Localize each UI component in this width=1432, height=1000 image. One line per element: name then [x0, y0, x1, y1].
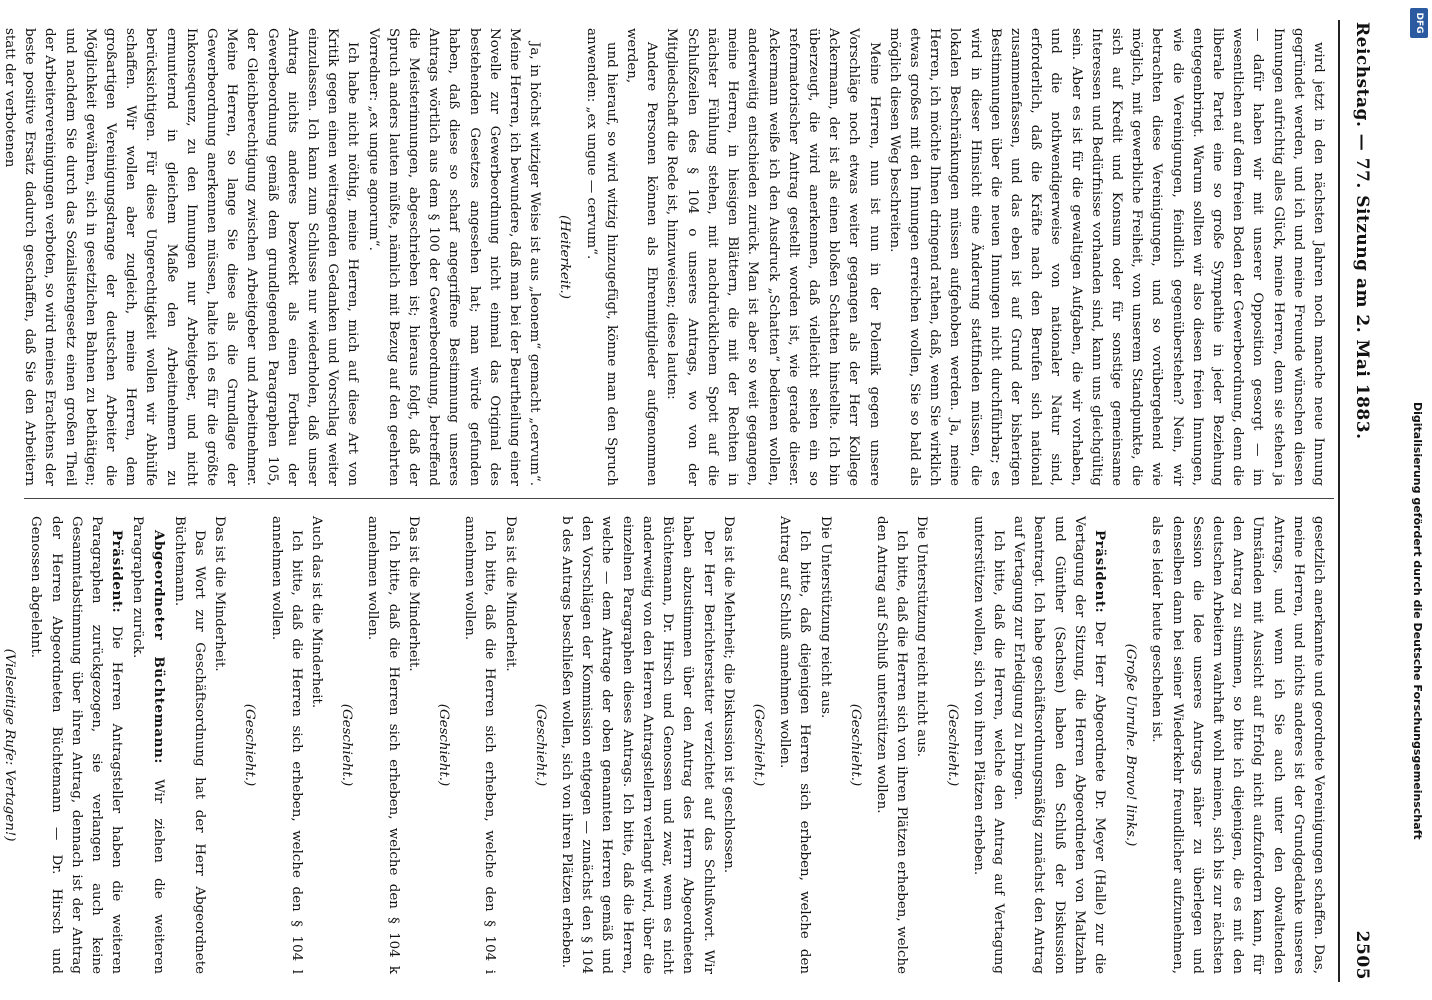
speaker-paragraph [1008, 516, 1110, 974]
speaker-paragraph [25, 516, 127, 974]
interjection: (Geschieht.) [436, 703, 452, 787]
header-title: Reichstag. — 77. Sitzung am 2. Mai 1883. [1352, 22, 1372, 440]
digitization-credit-strip [1404, 0, 1432, 1000]
page-header [1342, 22, 1372, 980]
paragraph: Ich bitte, daß die Herren sich erheben, welche den § 104 i annehmen wollen. [462, 516, 498, 974]
dfg-logo: DFG [1410, 8, 1428, 38]
paragraph: Das ist die Minderheit. [212, 516, 228, 672]
paragraph: gesetzlich anerkannte und geordnete Vereinigungen schaffen. Das, meine Herren, und nichts anderes ist der Grundgedanke unseres Antrags, und wenn ich Sie auch unter den obwaltenden Umständen mit Aussicht auf Erfolg nicht aufzufordern kann, für den Antrag zu stimmen, so bitte ich diejenigen, die es mit den deutschen Arbeitern wahrhaft wohl meinen, sich bis zur nächsten Session die Idee unseres Antrags näher zu überlegen und denselben dann bei seiner Wiederkehr freundlicher aufzunehmen, als es leider heute geschehen ist. [1149, 516, 1326, 974]
paragraph: Das ist die Mehrheit; die Diskussion ist geschlossen. [720, 516, 736, 874]
speaker-name: Präsident: [1091, 530, 1108, 614]
paragraph: Die Unterstützung reicht nicht aus. [914, 516, 930, 757]
page-number: 2505 [1352, 930, 1372, 980]
paragraph: Ich habe nicht nöthig, meine Herren, mich auf diese Art von Kritik gegen einen weitragenden Gedanken und Vorschlag weiter einzulassen. Ich kann zum Schlusse nur wiederholen, daß unser Antrag nichts anderes bezweckt als einen Fortbau der Gewerbeordnung gemäß dem grundlegenden Paragraphen 105, der Gleichberechtigung zwischen Arbeitgeber und Arbeitnehmer. Meine Herren, so lange Sie diese als die Grundlage der Gewerbeordnung anerkennen müssen, halte ich es für die größte Inkonsequenz, zu den Innungen nur Arbeitgeber, und nicht ermunternd in gleichem Maße den Arbeitnehmern zu berücksichtigen. Für diese Ungerechtigkeit wollen wir Abhülfe schaffen. Wir wollen aber zugleich, meine Herren, dem großartigen Vereinigungsdrange der deutschen Arbeiter die Möglichkeit gewähren, sich in gesetzlichen Bahnen zu bethätigen; und nachdem Sie durch das Sozialistengesetz einen großen Theil der Arbeitervereinigungen verboten, so wird meines Erachtens der beste positive Ersatz dadurch geschaffen, daß Sie den Arbeitern statt der verbotenen [2, 28, 361, 486]
paragraph: Ich bitte, daß die Herren, welche den Antrag auf Vertagung unterstützen wollen, sich von ihren Plätzen erheben. [970, 516, 1006, 974]
paragraph: Ich bitte, daß die Herren sich erheben, welche den § 104 l annehmen wollen. [268, 516, 304, 974]
speaker-name: Präsident: [109, 530, 126, 614]
interjection: (Heiterkeit.) [557, 215, 573, 299]
paragraph: Das ist die Minderheit. [502, 516, 518, 672]
interjection: (Geschieht.) [242, 703, 258, 787]
paragraph: Der Herr Berichterstatter verzichtet auf das Schlußwort. Wir haben abzustimmen über den Antrag des Herrn Abgeordneten Büchtemann, Dr. Hirsch und Genossen und zwar, wenn es nicht anderweitig von den Herren Antragstellern verlangt wird, über die einzelnen Paragraphen dieses Antrags. Ich bitte, daß die Herren, welche — dem Antrage der oben genannten Herren gemäß und den Vorschlägen der Kommission entgegen — zunächst den § 104 b des Antrags beschließen wollen, sich von ihren Plätzen erheben. [559, 516, 716, 974]
paragraph: Auch das ist die Minderheit. [309, 516, 325, 709]
interjection: (Geschieht.) [750, 703, 766, 787]
column-separator [24, 498, 1334, 499]
paragraph: Das Wort zur Geschäftsordnung hat der Herr Abgeordnete Büchtemann. [171, 516, 208, 974]
interjection: (Geschieht.) [847, 703, 863, 787]
speech-text: Der Herr Abgeordnete Dr. Meyer (Halle) zur die Vertagung der Sitzung, die Herren Abgeordneten von Maltzahn und Günther (Sachsen) haben den Schluß der Diskussion beantragt. Ich habe geschäftsordnungsmäßig zunächst den Antrag auf Vertagung zur Erledigung zu bringen. [1011, 516, 1107, 974]
header-rule [1338, 20, 1340, 982]
paragraph: Ja, in höchst witziger Weise ist aus „leonem“ gemacht „cervum“. Meine Herren, ich bewundere, daß man bei der Beurtheilung einer Novelle zur Gewerbeordnung nicht einmal das Original des bestehenden Gesetzes angesehen hat; man würde gefunden haben, daß diese so scharf angegriffene Bestimmung unseres Antrags wörtlich aus dem § 100 der Gewerbeordnung, betreffend die Meisterinnungen, abgeschrieben ist; hieraus folgt, daß der Spruch anders lauten müßte, nämlich mit Bezug auf den geehrten Vorredner: „ex ungue agnorum“. [365, 28, 543, 486]
interjection: (Geschieht.) [944, 703, 960, 787]
paragraph: Die Unterstützung reicht aus. [817, 516, 833, 719]
paragraph: Meine Herren, nun ist nun in der Polemik gegen unsere Vorschläge noch etwas weiter gegangen als der Herr Kollege Ackermann, der ist als einen bloßen Schatten hinstellte. Ich bin überzeugt, die wird anerkennen, daß vielleicht selten ein so reformatorischer Antrag gestellt worden ist, wie gerade dieser. Ackermann weiße ich den Ausdruck „Schatten“ bedienen wollen, anderweitig entschieden zurück. Man ist aber so weit gegangen, meine Herren, in hiesigen Blättern, die mit der Rechten in nächster Fühlung stehen, mit nachdrücklichem Spott auf die Schlußzeilen des § 104 o unseres Antrags, wo von der Mitgliedschaft die Rede ist, hinzuweisen; diese lauten: [664, 28, 882, 486]
paragraph: wird jetzt in den nächsten Jahren noch manche neue Innung gegründet werden, und ich und meine Freunde wünschen diesen Innungen aufrichtig alles Glück, meine Herren, denn sie stehen ja — dafür haben wir mit unserer Opposition gesorgt — im wesentlichen auf dem freien Boden der Gewerbeordnung, denn die liberale Partei eine so große Sympathie in jeder Beziehung entgegenbringt. Warum sollten wir also diesen freien Innungen, wie die Vereinigungen, feindlich gegenüberstehen? Nein, wir betrachten diese Vereinigungen, und so vorübergehend wie möglich, mit gewerbliche Freiheit, von unserem Standpunkte, die sich auf Kredit und Konsum oder für sonstige gemeinsame Interessen und Bedürfnisse vorhanden sind, kann uns gleichgültig sein. Aber es ist für die gewaltigen Aufgaben, die wir vorhaben, und die nothwendigerweise von nationaler Natur sind, erforderlich, daß die Kräfte nach den Berufen sich national zusammenfassen, und das eben ist auf Grund der bisherigen Bestimmungen über die neuen Innungen nicht durchführbar; es wird in dieser Hinsicht eine Änderung stattfinden müssen, die lokalen Beschränkungen müssen aufgehoben werden. Ja, meine Herren, ich möchte Ihnen dringend rathen, daß, wenn Sie wirklich etwas großes mit den Innungen erreichen wollen, Sie so bald als möglich diesen Weg beschreiten. [886, 28, 1326, 486]
interjection: (Geschieht.) [339, 703, 355, 787]
paragraph: Ich bitte, daß diejenigen Herren sich erheben, welche den Antrag auf Schluß annehmen wollen. [777, 516, 813, 974]
paragraph: Das ist die Minderheit. [405, 516, 421, 672]
speaker-name: Abgeordneter Büchtemann: [150, 530, 167, 764]
paragraph: und hierauf, so wird witzig hinzugefügt, könne man den Spruch anwenden: „ex ungue — cervum“. [583, 28, 619, 486]
interjection: (Vielseitige Rufe: Vertagen!) [2, 648, 18, 842]
interjection: (Große Unruhe. Bravo! links.) [1123, 643, 1139, 847]
right-column [0, 516, 1328, 974]
speech-text: Die Herren Antragsteller haben die weiteren Paragraphen zurückgezogen, sie verlangen auch keine Gesammtabstimmung über ihren Antrag, dennach ist der Antrag der Herren Abgeordneten Büchtemann — Dr. Hirsch und Genossen abgelehnt. [28, 516, 125, 974]
interjection: (Geschieht.) [532, 703, 548, 787]
digitization-credit: Digitalisierung gefördert durch die Deutsche Forschungsgemeinschaft [1411, 402, 1424, 840]
speaker-paragraph [127, 516, 168, 974]
paragraph: Ich bitte, daß die Herren sich erheben, welche den § 104 k annehmen wollen. [365, 516, 401, 974]
paragraph: Andere Personen können als Ehrenmitglieder aufgenommen werden, [624, 28, 660, 486]
paragraph: Ich bitte, daß die Herren sich von ihren Plätzen erheben, welche den Antrag auf Schluß unterstützen wollen. [873, 516, 910, 974]
left-column [0, 28, 1328, 486]
speech-text: Wir ziehen die weiteren Paragraphen zurück. [130, 516, 166, 974]
